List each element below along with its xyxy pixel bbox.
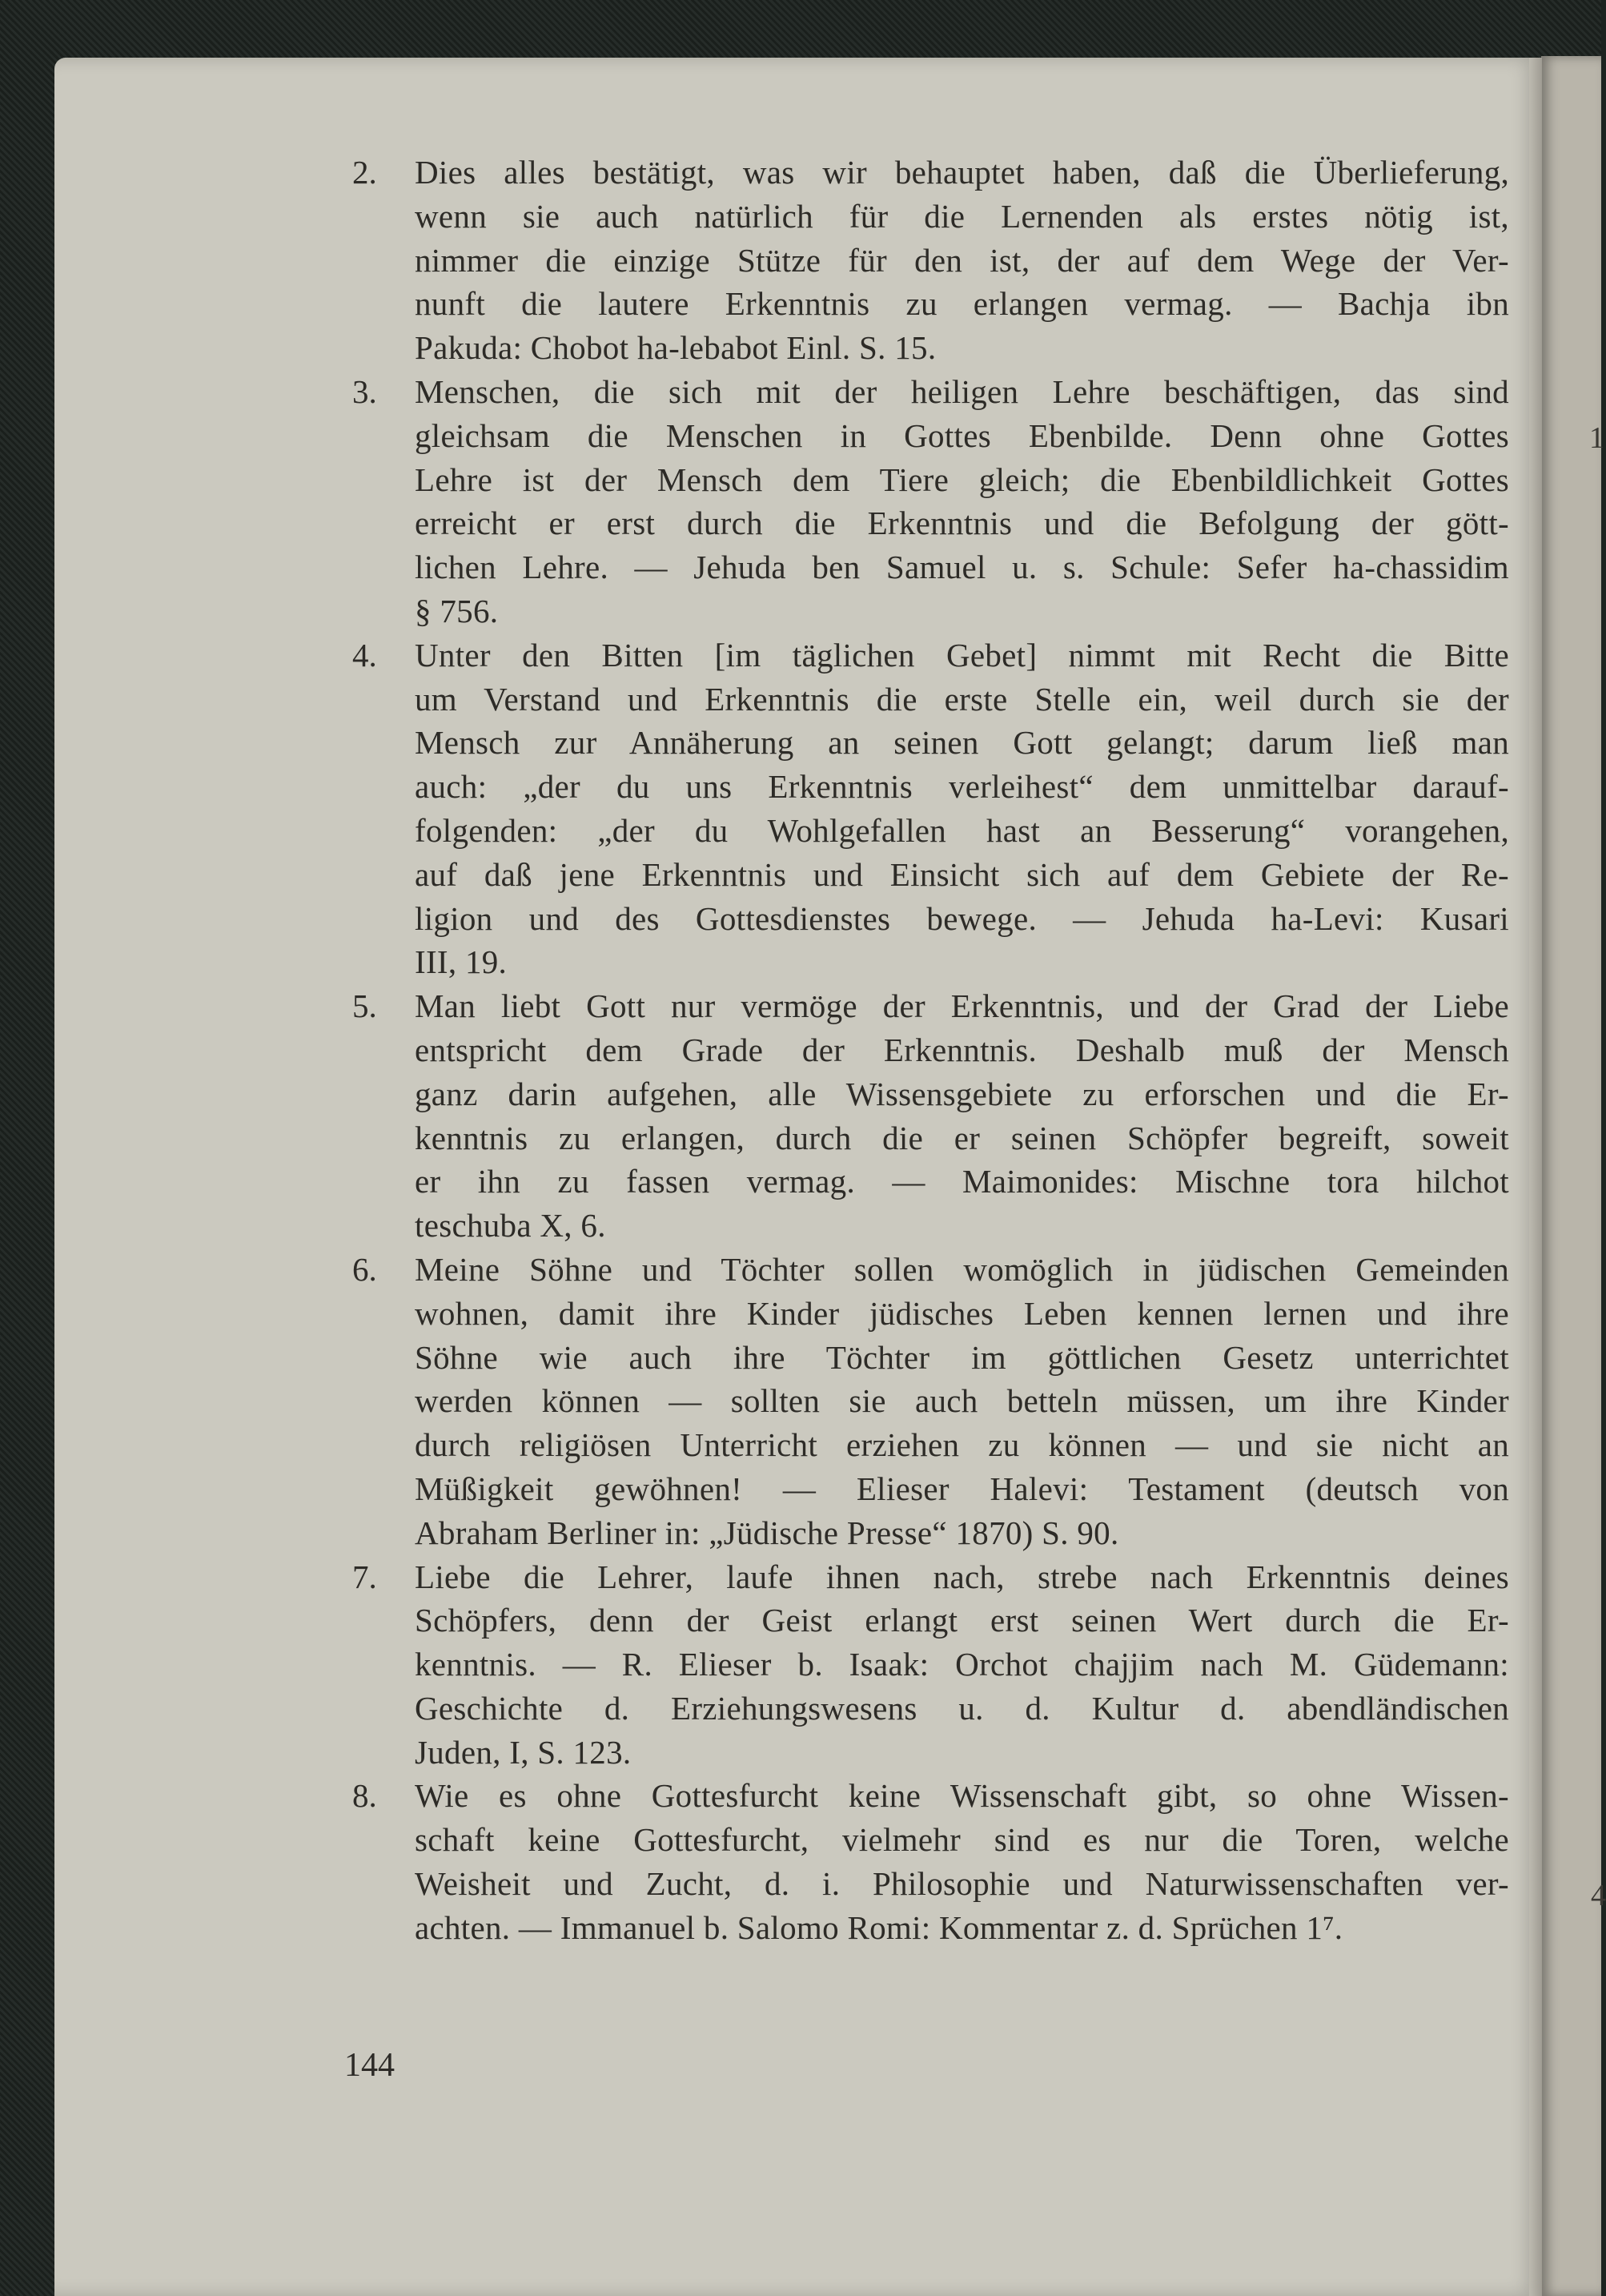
text-line: er ihn zu fassen vermag. — Maimonides: Mischne tora hilchot [415,1163,1509,1200]
adjacent-page-mark: 4 [1591,1879,1606,1912]
text-line: Abraham Berliner in: „Jüdische Presse“ 1870) S. 90. [415,1514,1119,1551]
entry-text [415,370,1509,633]
text-line: Müßigkeit gewöhnen! — Elieser Halevi: Testament (deutsch von [415,1470,1509,1507]
text-line: kenntnis zu erlangen, durch die er seinen Schöpfer begreift, soweit [415,1119,1509,1156]
text-line: kenntnis. — R. Elieser b. Isaak: Orchot chajjim nach M. Güdemann: [415,1646,1509,1683]
text-line: wenn sie auch natürlich für die Lernenden als erstes nötig ist, [415,197,1509,235]
adjacent-page-edge [1541,56,1606,2296]
text-line: Weisheit und Zucht, d. i. Philosophie und Naturwissenschaften ver- [415,1865,1509,1903]
entry-number: 3. [352,372,377,410]
text-line: Unter den Bitten [im täglichen Gebet] nimmt mit Recht die Bitte [415,636,1509,674]
text-line: wohnen, damit ihre Kinder jüdisches Leben kennen lernen und ihre [415,1294,1509,1332]
entry-text [415,151,1509,370]
text-line: Menschen, die sich mit der heiligen Lehre beschäftigen, das sind [415,372,1509,410]
entry-number: 6. [352,1250,377,1288]
quotation-entry [352,984,1509,1248]
text-line: auch: „der du uns Erkenntnis verleihest“ dem unmittelbar darauf- [415,768,1509,806]
text-line: werden können — sollten sie auch betteln müssen, um ihre Kinder [415,1382,1509,1420]
entry-text [415,633,1509,984]
text-line: lichen Lehre. — Jehuda ben Samuel u. s. Schule: Sefer ha-chassidim [415,549,1509,586]
text-line: schaft keine Gottesfurcht, vielmehr sind es nur die Toren, welche [415,1821,1509,1859]
entry-number: 4. [352,636,377,674]
quotation-entry [352,1774,1509,1949]
page-number: 144 [344,2047,395,2084]
text-line: Pakuda: Chobot ha-lebabot Einl. S. 15. [415,329,937,367]
text-line: achten. — Immanuel b. Salomo Romi: Kommentar z. d. Sprüchen 1⁷. [415,1908,1343,1946]
quotation-entry [352,1248,1509,1555]
entry-text [415,1248,1509,1555]
text-line: auf daß jene Erkenntnis und Einsicht sich auf dem Gebiete der Re- [415,855,1509,893]
entry-text [415,984,1509,1248]
text-line: Juden, I, S. 123. [415,1733,632,1771]
text-line: Schöpfers, denn der Geist erlangt erst seinen Wert durch die Er- [415,1602,1509,1639]
text-line: entspricht dem Grade der Erkenntnis. Deshalb muß der Mensch [415,1031,1509,1068]
text-line: Mensch zur Annäherung an seinen Gott gelangt; darum ließ man [415,724,1509,762]
entry-number: 5. [352,987,377,1025]
text-line: Wie es ohne Gottesfurcht keine Wissenschaft gibt, so ohne Wissen- [415,1777,1509,1815]
text-line: folgenden: „der du Wohlgefallen hast an Besserung“ vorangehen, [415,811,1509,849]
text-line: nunft die lautere Erkenntnis zu erlangen vermag. — Bachja ibn [415,285,1509,323]
quotation-entry [352,370,1509,633]
text-line: teschuba X, 6. [415,1207,606,1245]
text-line: nimmer die einzige Stütze für den ist, der auf dem Wege der Ver- [415,241,1509,279]
page-edge-shadow [1529,58,1542,2296]
text-line: durch religiösen Unterricht erziehen zu können — und sie nicht an [415,1426,1509,1464]
adjacent-page-mark: 1 [1589,421,1604,455]
quotation-entry [352,1555,1509,1775]
text-line: Geschichte d. Erziehungswesens u. d. Kultur d. abendländischen [415,1689,1509,1727]
entry-number: 8. [352,1777,377,1815]
text-line: III, 19. [415,943,508,981]
text-line: Söhne wie auch ihre Töchter im göttlichen Gesetz unterrichtet [415,1338,1509,1376]
text-line: Meine Söhne und Töchter sollen womöglich in jüdischen Gemeinden [415,1250,1509,1288]
quotation-list [352,151,1509,1950]
entry-number: 2. [352,154,377,191]
text-line: § 756. [415,592,499,629]
text-line: gleichsam die Menschen in Gottes Ebenbilde. Denn ohne Gottes [415,416,1509,454]
text-line: Lehre ist der Mensch dem Tiere gleich; die Ebenbildlichkeit Gottes [415,460,1509,498]
entry-text [415,1555,1509,1775]
text-line: Liebe die Lehrer, laufe ihnen nach, strebe nach Erkenntnis deines [415,1558,1509,1595]
text-line: ligion und des Gottesdienstes bewege. — Jehuda ha-Levi: Kusari [415,899,1509,937]
text-line: Man liebt Gott nur vermöge der Erkenntnis, und der Grad der Liebe [415,987,1509,1025]
text-line: ganz darin aufgehen, alle Wissensgebiete zu erforschen und die Er- [415,1075,1509,1112]
text-line: Dies alles bestätigt, was wir behauptet haben, daß die Überlieferung, [415,154,1509,191]
text-line: um Verstand und Erkenntnis die erste Stelle ein, weil durch sie der [415,680,1509,718]
entry-text [415,1774,1509,1949]
entry-number: 7. [352,1558,377,1595]
quotation-entry [352,151,1509,370]
quotation-entry [352,633,1509,984]
text-line: erreicht er erst durch die Erkenntnis und die Befolgung der gött- [415,505,1509,542]
